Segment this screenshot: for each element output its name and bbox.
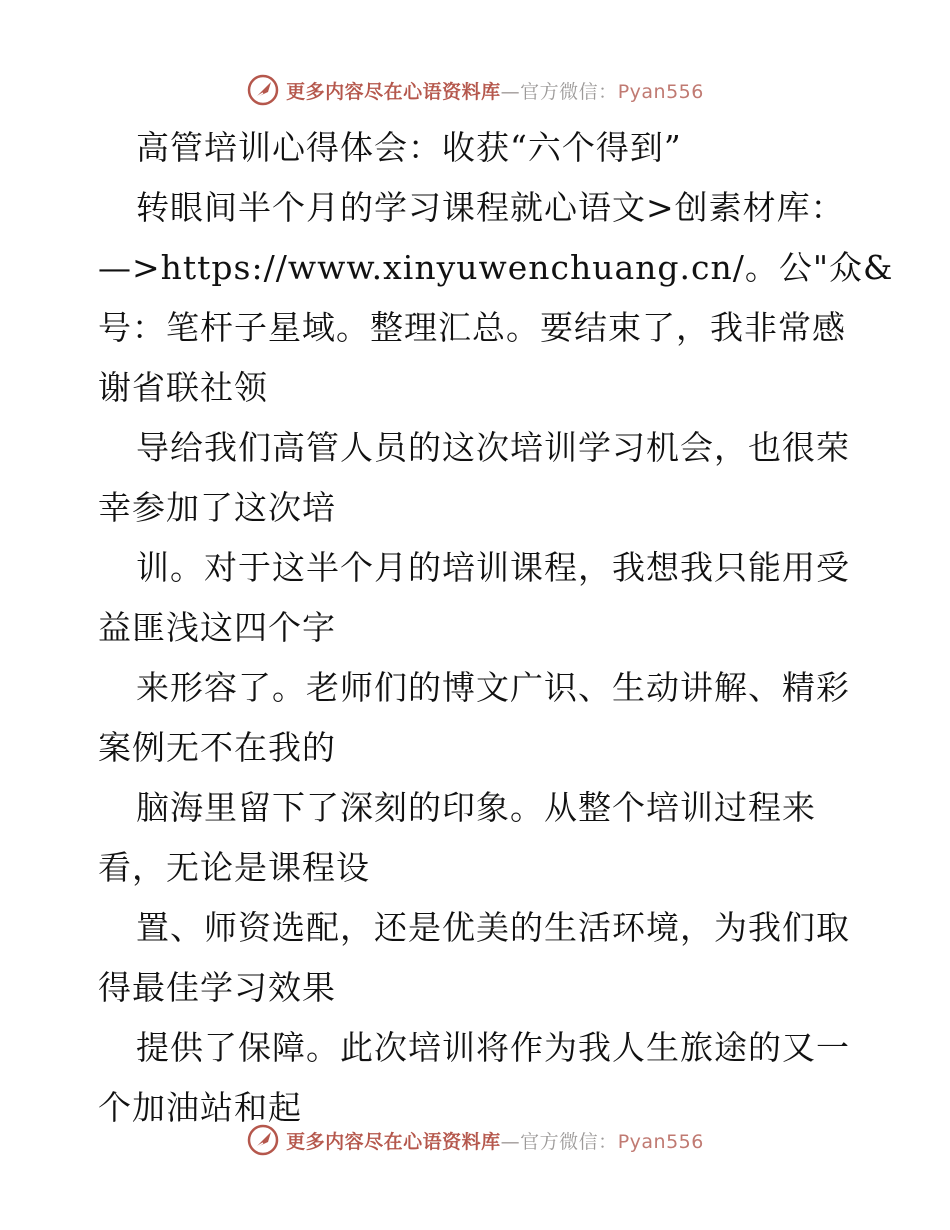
paragraph-line: 导给我们高管人员的这次培训学习机会，也很荣 (136, 428, 850, 467)
paragraph-line: 号：笔杆子星域。整理汇总。要结束了，我非常感 (98, 308, 846, 347)
feather-pen-logo-icon (246, 73, 280, 107)
document-body (98, 118, 894, 1138)
paragraph-line: 幸参加了这次培 (98, 488, 336, 527)
paragraph-line: 个加油站和起 (98, 1088, 302, 1127)
banner-main: 更多内容尽在心语资料库 (286, 80, 501, 103)
paragraph-line: 得最佳学习效果 (98, 968, 336, 1007)
banner-main: 更多内容尽在心语资料库 (286, 1130, 501, 1153)
paragraph-line: 置、师资选配，还是优美的生活环境，为我们取 (136, 908, 850, 947)
paragraph-line: 益匪浅这四个字 (98, 608, 336, 647)
paragraph-line: —>https://www.xinyuwenchuang.cn/。公"众& (98, 248, 894, 287)
banner-dash: — (500, 1130, 521, 1153)
feather-pen-logo-icon (246, 1123, 280, 1157)
banner-text (286, 1127, 704, 1154)
header-banner (0, 70, 950, 110)
banner-dash: — (500, 80, 521, 103)
banner-label: 官方微信： (520, 1130, 618, 1153)
paragraph-line: 看，无论是课程设 (98, 848, 370, 887)
paragraph-line: 来形容了。老师们的博文广识、生动讲解、精彩 (136, 668, 850, 707)
banner-wechat-id: Pyan556 (617, 80, 704, 103)
paragraph-line: 提供了保障。此次培训将作为我人生旅途的又一 (136, 1028, 850, 1067)
paragraph-line: 案例无不在我的 (98, 728, 336, 767)
banner-wechat-id: Pyan556 (617, 1130, 704, 1153)
paragraph-line: 训。对于这半个月的培训课程，我想我只能用受 (136, 548, 850, 587)
banner-label: 官方微信： (520, 80, 618, 103)
paragraph-line: 脑海里留下了深刻的印象。从整个培训过程来 (136, 788, 816, 827)
banner-text (286, 77, 704, 104)
paragraph-line: 转眼间半个月的学习课程就心语文>创素材库： (136, 188, 845, 227)
footer-banner (0, 1120, 950, 1160)
document-title: 高管培训心得体会：收获“六个得到” (136, 128, 682, 167)
paragraph-line: 谢省联社领 (98, 368, 268, 407)
